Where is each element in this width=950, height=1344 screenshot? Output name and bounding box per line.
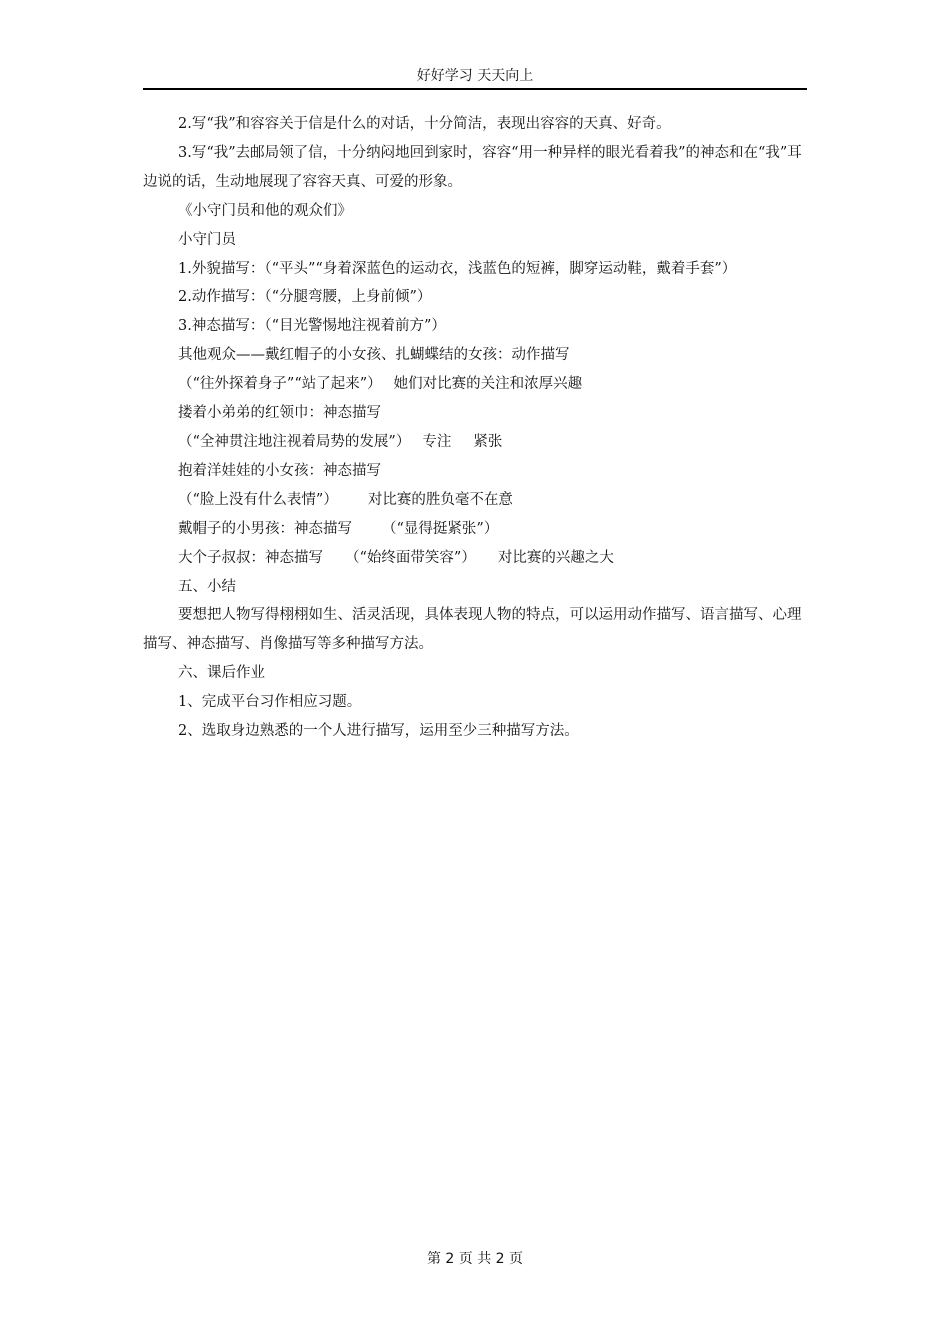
audience-girls-note: 她们对比赛的关注和浓厚兴趣	[393, 376, 583, 393]
audience-red-scarf-quote: （“全神贯注地注视着局势的发展”）	[178, 433, 411, 450]
audience-uncle-quote: （“始终面带笑容”）	[345, 549, 476, 566]
audience-girls-quote: （“往外探着身子”“站了起来”）	[178, 376, 382, 393]
story-title: 《小守门员和他的观众们》	[178, 202, 352, 219]
summary-heading: 五、小结	[178, 578, 236, 595]
audience-doll-girl-line: 抱着洋娃娃的小女孩：神态描写	[178, 462, 381, 479]
homework-heading: 六、课后作业	[178, 665, 265, 682]
audience-uncle-line	[143, 544, 807, 573]
page-number: 第 2 页 共 2 页	[426, 1251, 524, 1267]
action-description: 2.动作描写：（“分腿弯腰，上身前倾”）	[178, 289, 432, 306]
summary-text: 要想把人物写得栩栩如生、活灵活现，具体表现人物的特点，可以运用动作描写、语言描写、心理描写、神态描写、肖像描写等多种描写方法。	[143, 607, 802, 653]
appearance-description: 1.外貌描写：（“平头”“身着深蓝色的运动衣，浅蓝色的短裤，脚穿运动鞋，戴着手套”）	[178, 260, 737, 277]
audience-doll-girl-detail	[143, 486, 807, 515]
audience-uncle-label: 大个子叔叔：神态描写	[178, 549, 323, 566]
audience-girls-detail	[143, 370, 807, 399]
goalkeeper-heading: 小守门员	[178, 231, 236, 248]
audience-red-scarf-note-tense: 紧张	[473, 433, 503, 450]
audience-hat-boy-line	[143, 515, 807, 544]
audience-red-scarf-note-focus: 专注	[422, 433, 452, 450]
audience-hat-boy-label: 戴帽子的小男孩：神态描写	[178, 520, 352, 537]
document-body	[143, 110, 807, 746]
page-header: 好好学习 天天向上	[416, 68, 534, 84]
audience-girls-line: 其他观众——戴红帽子的小女孩、扎蝴蝶结的女孩：动作描写	[178, 347, 570, 364]
audience-red-scarf-line: 搂着小弟弟的红领巾：神态描写	[178, 405, 381, 422]
homework-item-1: 1、完成平台习作相应习题。	[178, 694, 362, 711]
homework-item-2: 2、选取身边熟悉的一个人进行描写，运用至少三种描写方法。	[178, 723, 579, 740]
header-divider	[143, 88, 807, 90]
audience-red-scarf-detail	[143, 428, 807, 457]
paragraph-point-3: 3.写“我”去邮局领了信，十分纳闷地回到家时，容容“用一种异样的眼光看着我”的神态和在“我”耳边说的话，生动地展现了容容天真、可爱的形象。	[143, 144, 802, 190]
paragraph-point-2: 2.写“我”和容容关于信是什么的对话，十分简洁，表现出容容的天真、好奇。	[178, 116, 671, 132]
audience-hat-boy-quote: （“显得挺紧张”）	[382, 520, 499, 537]
audience-uncle-note: 对比赛的兴趣之大	[497, 549, 614, 566]
audience-doll-girl-quote: （“脸上没有什么表情”）	[178, 491, 338, 508]
audience-doll-girl-note: 对比赛的胜负毫不在意	[367, 491, 513, 508]
expression-description: 3.神态描写：（“目光警惕地注视着前方”）	[178, 318, 446, 335]
